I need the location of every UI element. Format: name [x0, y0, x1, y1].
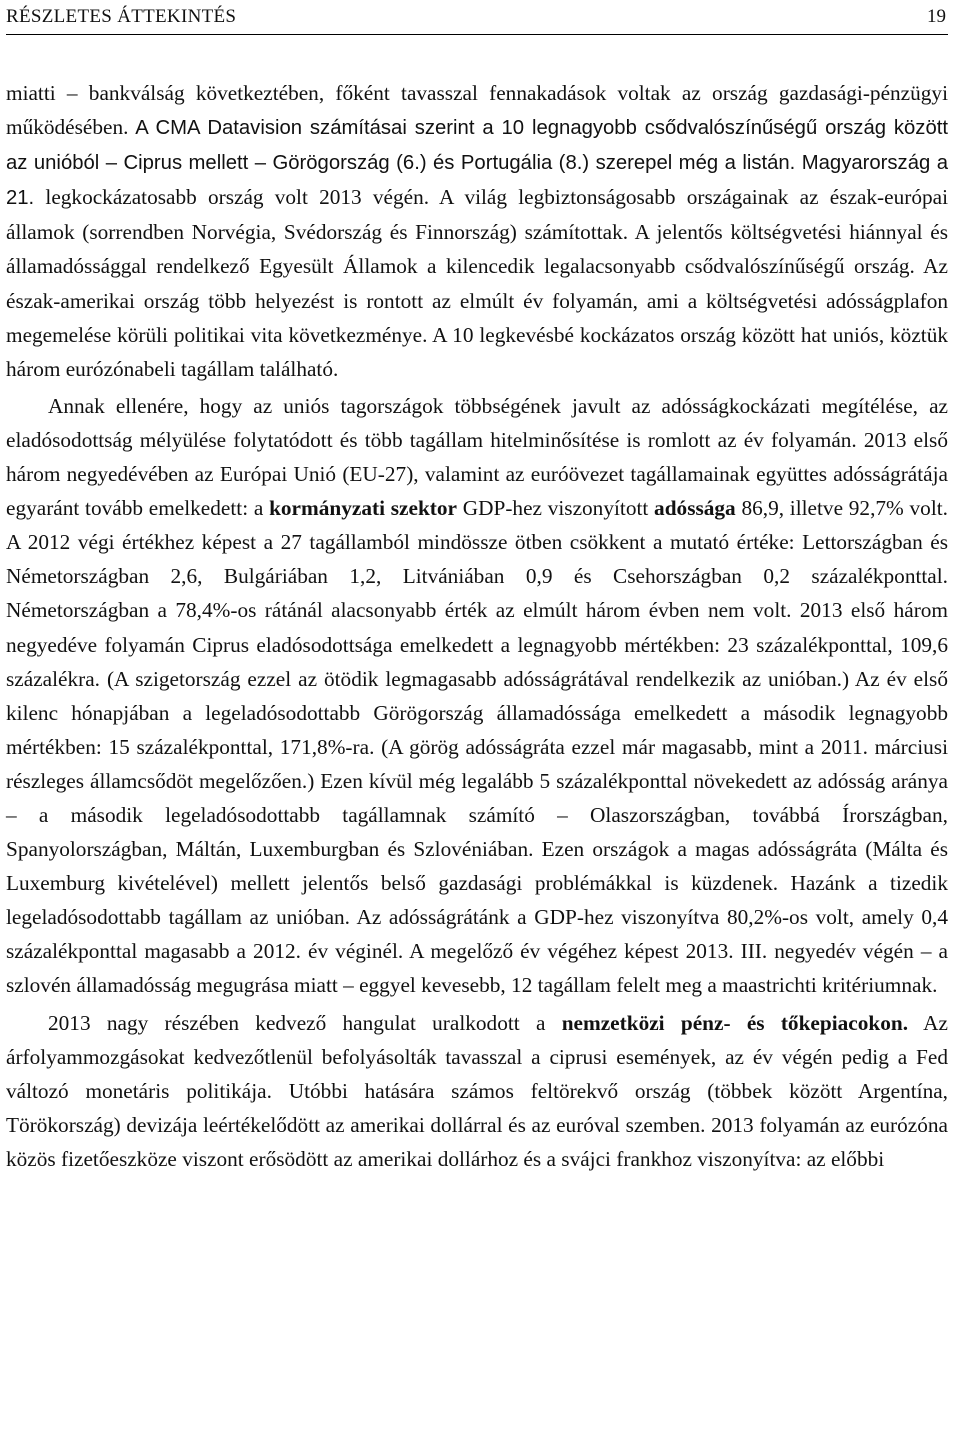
paragraph-3-text-b: Az árfolyammozgásokat kedvezőtlenül befolyásolták tavasszal a ciprusi események, az év végén pedig a Fed változó monetáris politikája. Utóbbi hatására számos feltörekvő ország (többek között Argentína, Törökország) devizája leértékelődött az amerikai dollárral és az euróval szemben. 2013 folyamán az eurózóna közös fizetőeszköze viszont erősödött az amerikai dollárhoz és a svájci frankhoz viszonyítva: az előbbi: [6, 1010, 948, 1171]
section-title: RÉSZLETES ÁTTEKINTÉS: [6, 6, 237, 27]
paragraph-3-bold-a: nemzetközi pénz- és tőkepiacokon.: [561, 1010, 909, 1035]
paragraph-3: [6, 1006, 948, 1176]
paragraph-2-text-c: 86,9, illetve 92,7% volt. A 2012 végi értékhez képest a 27 tagállamból mindössze ötben csökkent a mutató értéke: Lettországban és Németországban 2,6, Bulgáriában 1,2, Litvániában 0,9 és Csehországban 0,2 százalékponttal. Németországban a 78,4%-os rátánál alacsonyabb érték az elmúlt három évben nem volt. 2013 első három negyedéve folyamán Ciprus eladósodottsága emelkedett a legnagyobb mértékben: 23 százalékponttal, 109,6 százalékra. (A szigetország ezzel az ötödik legmagasabb adósságrátával rendelkezik az unióban.) Az év első kilenc hónapjában a legeladósodottabb Görögország államadóssága emelkedett a második legnagyobb mértékben: 15 százalékponttal, 171,8%-ra. (A görög adósságráta ezzel már magasabb, mint a 2011. márciusi részleges államcsődöt megelőzően.) Ezen kívül még legalább 5 százalékponttal növekedett az adósság aránya – a második legeladósodottabb tagállamnak számító – Olaszországban, továbbá Írországban, Spanyolországban, Máltán, Luxemburgban és Szlovéniában. Ezen országok a magas adósságráta (Málta és Luxemburg kivételével) mellett jelentős belső gazdasági problémákkal is küzdenek. Hazánk a tizedik legeladósodottabb tagállam az unióban. Az adósságrátánk a GDP-hez viszonyítva 80,2%-os volt, amely 0,4 százalékponttal magasabb a 2012. év véginél. A megelőző év végéhez képest 2013. III. negyedév végén – a szlovén államadósság megugrása miatt – eggyel kevesebb, 12 tagállam felelt meg a maastrichti kritériumnak.: [6, 496, 948, 998]
paragraph-1: [6, 76, 948, 386]
paragraph-3-text-a: 2013 nagy részében kedvező hangulat uralkodott a: [48, 1010, 562, 1035]
paragraph-2-text-b: GDP-hez viszonyított: [456, 496, 655, 521]
paragraph-1-text-sans: A CMA Datavision számításai szerint a 10 legnagyobb csődvalószínűségű ország között az unióból – Ciprus mellett – Görögország (6.) és Portugália (8.) szerepel még a listán. Magyarország a 21.: [6, 117, 948, 210]
paragraph-1-text-b: legkockázatosabb ország volt 2013 végén. A világ legbiztonságosabb országainak az észak-európai államok (sorrendben Norvégia, Svédország és Finnország) számítottak. A jelentős költségvetési hiánnyal és államadóssággal rendelkező Egyesült Államok a kilencedik legalacsonyabb csődvalószínűségű ország. Az észak-amerikai ország több helyezést is rontott az elmúlt év folyamán, ami a költségvetési adósságplafon megemelése körüli politikai vita következménye. A 10 legkevésbé kockázatos ország között hat uniós, köztük három eurózónabeli tagállam található.: [6, 185, 948, 381]
paragraph-2-bold-b: adóssága: [654, 496, 736, 521]
paragraph-2-bold-a: kormányzati szektor: [269, 496, 457, 521]
paragraph-1-text-a: miatti – bankválság következtében, főként tavasszal fennakadások voltak az ország gazdasági-pénzügyi működésében.: [6, 81, 948, 140]
page-header: [6, 0, 948, 35]
paragraph-2-text-a: Annak ellenére, hogy az uniós tagországok többségének javult az adósságkockázati megítélése, az eladósodottság mélyülése folytatódott és több tagállam hitelminősítése is romlott az év folyamán. 2013 első három negyedévében az Európai Unió (EU-27), valamint az euróövezet tagállamainak együttes adósságrátája egyaránt tovább emelkedett: a: [6, 393, 948, 521]
page-number: 19: [927, 6, 946, 27]
paragraph-2: [6, 389, 948, 1003]
body-text: [6, 76, 948, 1179]
